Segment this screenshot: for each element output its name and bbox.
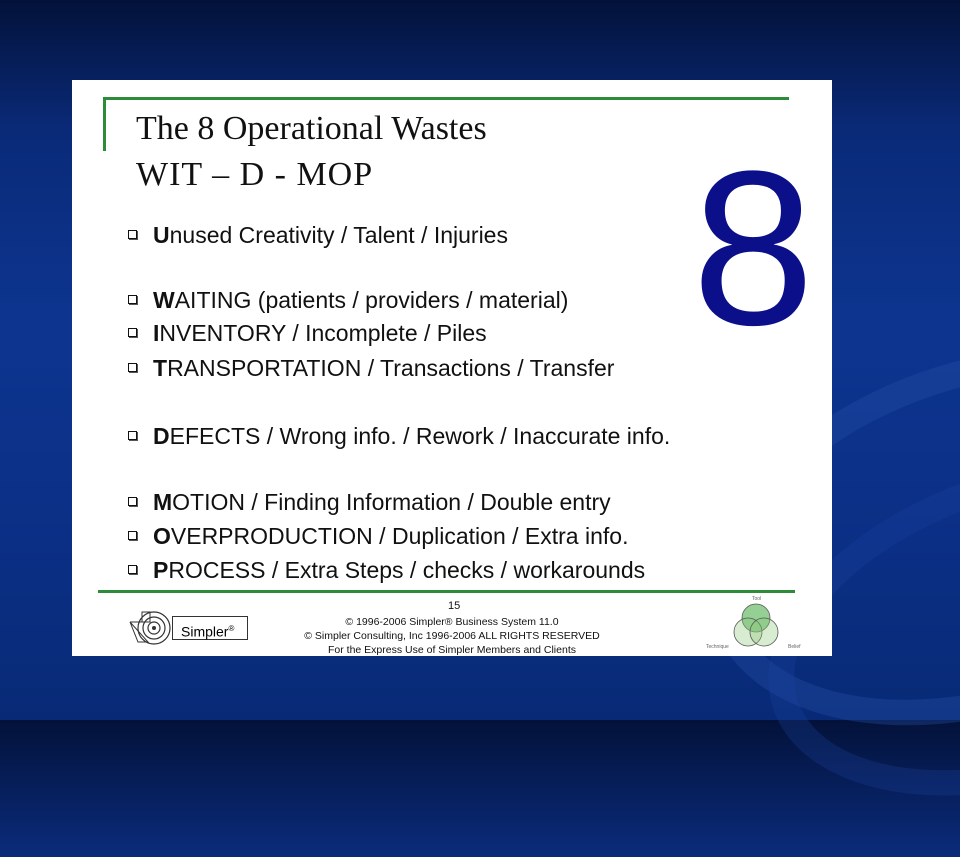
list-item [128,354,614,382]
bullet-text: ROCESS / Extra Steps / checks / workarounds [168,557,646,583]
list-item [128,522,628,550]
bullet-text: VERPRODUCTION / Duplication / Extra info. [170,523,629,549]
slide-subtitle: WIT – D - MOP [136,156,374,193]
list-item [128,422,670,450]
slide-content [72,80,832,656]
bullet-text: EFECTS / Wrong info. / Rework / Inaccurate info. [169,423,671,449]
checkbox-bullet-icon [128,295,137,304]
copyright-line: © 1996-2006 Simpler® Business System 11.0 [345,616,559,628]
venn-diagram [706,596,830,654]
bullet-text: AITING (patients / providers / material) [174,287,569,313]
green-bracket-left [103,97,106,151]
checkbox-bullet-icon [128,363,137,372]
list-item [128,556,645,584]
bullet-initial: M [153,489,173,515]
slide-title: The 8 Operational Wastes [136,110,487,147]
logo-wordmark: Simpler® [172,616,248,640]
simpler-logo [128,608,252,646]
green-bracket-top [103,97,789,100]
slide-footer [72,594,832,656]
copyright-line: © Simpler Consulting, Inc 1996-2006 ALL RIGHTS RESERVED [304,630,600,642]
venn-label-tool: Tool [752,596,762,602]
checkbox-bullet-icon [128,230,137,239]
bullet-initial: P [153,557,169,583]
list-item [128,286,568,314]
bullet-text: nused Creativity / Talent / Injuries [169,222,508,248]
green-bracket-bottom [98,590,795,593]
bullet-text: OTION / Finding Information / Double entry [172,489,611,515]
list-item [128,488,611,516]
checkbox-bullet-icon [128,431,137,440]
checkbox-bullet-icon [128,497,137,506]
page-number: 15 [448,600,461,612]
bullet-text: NVENTORY / Incomplete / Piles [159,320,487,346]
list-item [128,319,487,347]
big-number: 8 [692,125,815,371]
bullet-initial: T [153,355,168,381]
checkbox-bullet-icon [128,531,137,540]
bullet-text: RANSPORTATION / Transactions / Transfer [167,355,615,381]
bullet-initial: O [153,523,171,549]
bullet-initial: U [153,222,170,248]
copyright-line: For the Express Use of Simpler Members and Clients [327,644,576,656]
target-icon [128,608,176,646]
list-item [128,221,508,249]
venn-label-technique: Technique [706,644,729,650]
bullet-initial: I [153,320,160,346]
bullet-initial: D [153,423,170,449]
venn-label-belief: Belief [788,644,801,650]
bullet-initial: W [153,287,175,313]
checkbox-bullet-icon [128,565,137,574]
checkbox-bullet-icon [128,328,137,337]
